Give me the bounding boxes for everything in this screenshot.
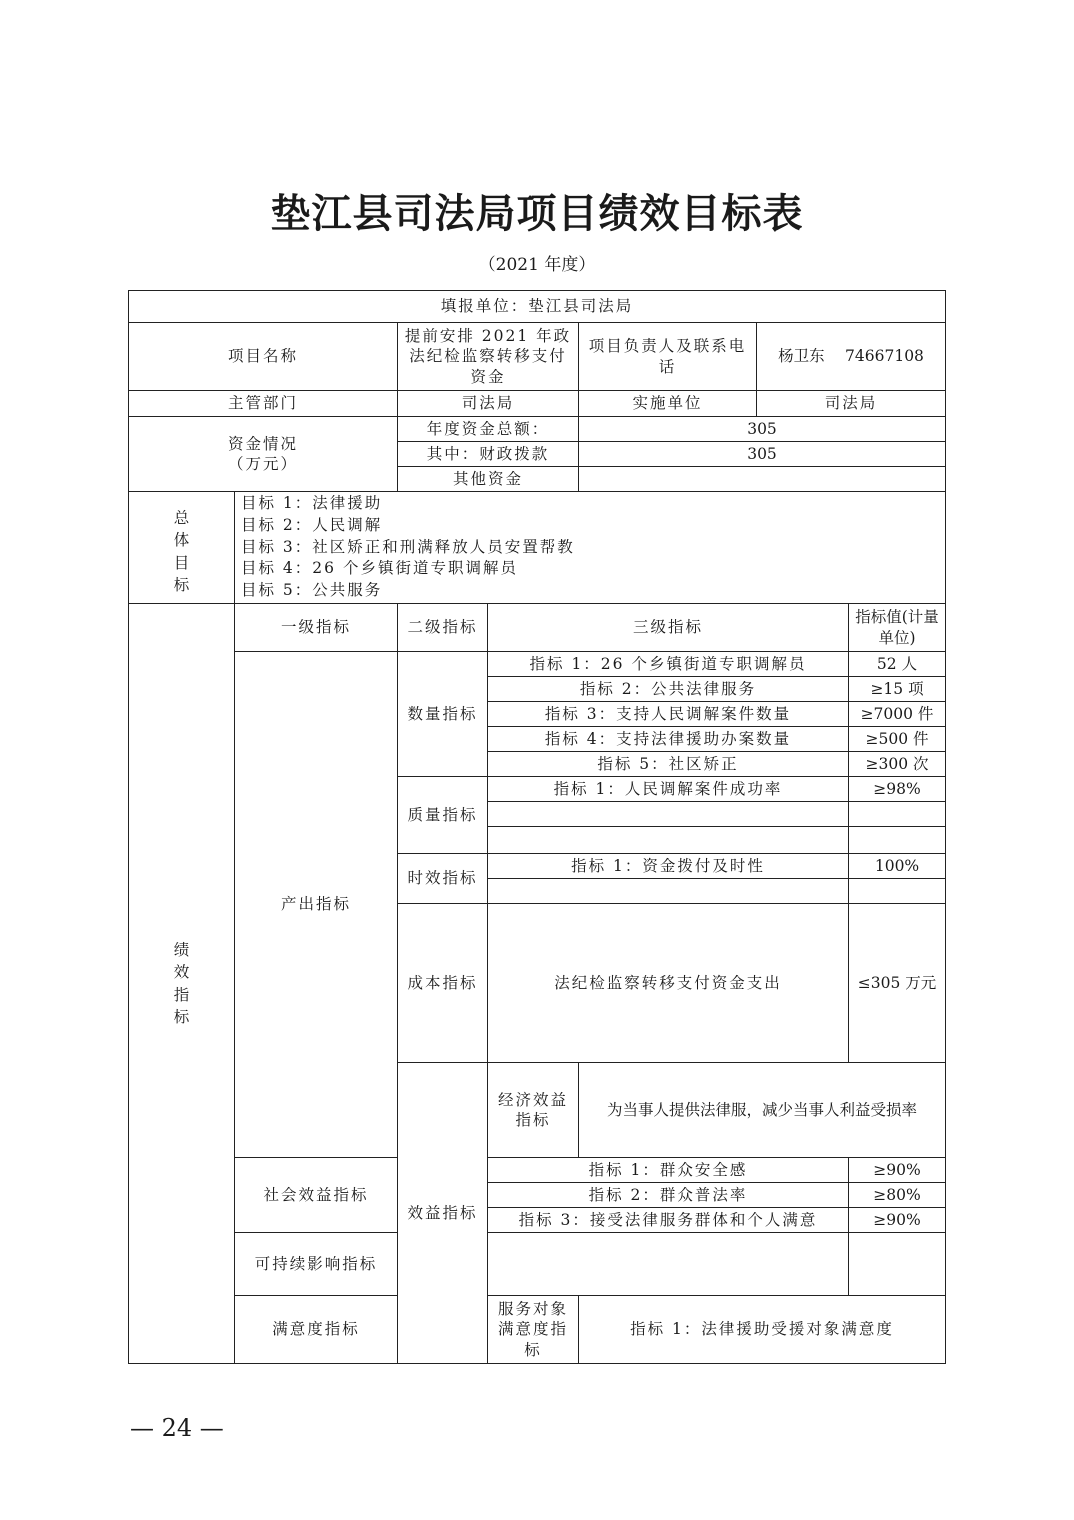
quantity-item: 指标 2：公共法律服务 xyxy=(488,677,849,702)
quantity-indicators: 数量指标 xyxy=(398,652,488,777)
quality-value: ≥98% xyxy=(849,777,946,802)
goal-item: 目标 2：人民调解 xyxy=(241,515,383,534)
timeliness-value: 100% xyxy=(849,854,946,879)
satisfaction-indicators: 满意度指标 xyxy=(235,1296,398,1364)
page-number: — 24 — xyxy=(130,1414,224,1442)
quantity-value: ≥500 件 xyxy=(849,727,946,752)
quantity-value: ≥7000 件 xyxy=(849,702,946,727)
sustain-indicators: 可持续影响指标 xyxy=(235,1233,398,1296)
fund-unit: （万元） xyxy=(227,455,298,473)
cost-item: 法纪检监察转移支付资金支出 xyxy=(488,904,849,1063)
quantity-value: ≥15 项 xyxy=(849,677,946,702)
quality-item: 指标 1：人民调解案件成功率 xyxy=(488,777,849,802)
performance-table xyxy=(128,290,946,1364)
project-name: 提前安排 2021 年政法纪检监察转移支付资金 xyxy=(398,323,579,391)
sustain-item-empty xyxy=(488,1233,849,1296)
responsible: 杨卫东 74667108 xyxy=(757,323,946,391)
timeliness-item-empty xyxy=(488,879,849,904)
benefit-indicators: 效益指标 xyxy=(398,1063,488,1364)
overall-goals-label xyxy=(129,492,235,604)
overall-goals xyxy=(235,492,946,604)
overall-char: 总 xyxy=(173,508,190,527)
col-value: 指标值(计量单位) xyxy=(849,604,946,652)
dept-label: 主管部门 xyxy=(129,391,398,417)
social-value: ≥90% xyxy=(849,1208,946,1233)
social-item: 指标 3：接受法律服务群体和个人满意 xyxy=(488,1208,849,1233)
col-level1: 一级指标 xyxy=(235,604,398,652)
annual-total-label: 年度资金总额： xyxy=(398,417,579,442)
goal-item: 目标 4：26 个乡镇街道专职调解员 xyxy=(241,559,518,578)
project-name-label: 项目名称 xyxy=(129,323,398,391)
timeliness-value-empty xyxy=(849,879,946,904)
goal-item: 目标 3：社区矫正和刑满释放人员安置帮教 xyxy=(241,537,575,556)
annual-total-value: 305 xyxy=(579,417,946,442)
quality-indicators: 质量指标 xyxy=(398,777,488,854)
social-item: 指标 1：群众安全感 xyxy=(488,1158,849,1183)
cost-value: ≤305 万元 xyxy=(849,904,946,1063)
quality-value-empty xyxy=(849,802,946,827)
other-label: 其他资金 xyxy=(398,467,579,492)
fill-unit: 填报单位：垫江县司法局 xyxy=(129,291,946,323)
responsible-label: 项目负责人及联系电话 xyxy=(579,323,757,391)
perf-char: 效 xyxy=(173,963,190,982)
quantity-item: 指标 3：支持人民调解案件数量 xyxy=(488,702,849,727)
social-value: ≥80% xyxy=(849,1183,946,1208)
overall-char: 目 xyxy=(173,553,190,572)
impl-value: 司法局 xyxy=(757,391,946,417)
quantity-item: 指标 4：支持法律援助办案数量 xyxy=(488,727,849,752)
quality-item-empty xyxy=(488,827,849,854)
fiscal-value: 305 xyxy=(579,442,946,467)
quantity-item: 指标 1：26 个乡镇街道专职调解员 xyxy=(488,652,849,677)
quantity-value: 52 人 xyxy=(849,652,946,677)
quality-item-empty xyxy=(488,802,849,827)
overall-char: 标 xyxy=(173,575,190,594)
goal-item: 目标 1：法律援助 xyxy=(241,494,383,513)
service-satisfaction-indicators: 服务对象满意度指标 xyxy=(488,1296,579,1364)
social-value: ≥90% xyxy=(849,1158,946,1183)
dept-value: 司法局 xyxy=(398,391,579,417)
fund-label-cell xyxy=(129,417,398,492)
timeliness-item: 指标 1：资金拨付及时性 xyxy=(488,854,849,879)
quality-value-empty xyxy=(849,827,946,854)
timeliness-indicators: 时效指标 xyxy=(398,854,488,904)
fiscal-label: 其中：财政拨款 xyxy=(398,442,579,467)
perf-char: 指 xyxy=(173,985,190,1004)
output-indicators: 产出指标 xyxy=(235,652,398,1158)
goal-item: 目标 5：公共服务 xyxy=(241,581,383,600)
other-value xyxy=(579,467,946,492)
page-title: 垫江县司法局项目绩效目标表 xyxy=(270,191,804,237)
overall-char: 体 xyxy=(173,531,190,550)
satisfaction-item: 指标 1：法律援助受援对象满意度 xyxy=(579,1296,946,1364)
fund-label: 资金情况 xyxy=(227,434,298,453)
social-indicators: 社会效益指标 xyxy=(235,1158,398,1233)
perf-char: 标 xyxy=(173,1007,190,1026)
impl-label: 实施单位 xyxy=(579,391,757,417)
col-level3: 三级指标 xyxy=(488,604,849,652)
social-item: 指标 2：群众普法率 xyxy=(488,1183,849,1208)
quantity-item: 指标 5：社区矫正 xyxy=(488,752,849,777)
page-subtitle: （2021 年度） xyxy=(478,255,596,275)
perf-indicators-label xyxy=(129,604,235,1364)
perf-char: 绩 xyxy=(173,940,190,959)
cost-indicators: 成本指标 xyxy=(398,904,488,1063)
col-level2: 二级指标 xyxy=(398,604,488,652)
quantity-value: ≥300 次 xyxy=(849,752,946,777)
sustain-value-empty xyxy=(849,1233,946,1296)
econ-indicators: 经济效益指标 xyxy=(488,1063,579,1158)
econ-item: 为当事人提供法律服，减少当事人利益受损率 xyxy=(579,1063,946,1158)
